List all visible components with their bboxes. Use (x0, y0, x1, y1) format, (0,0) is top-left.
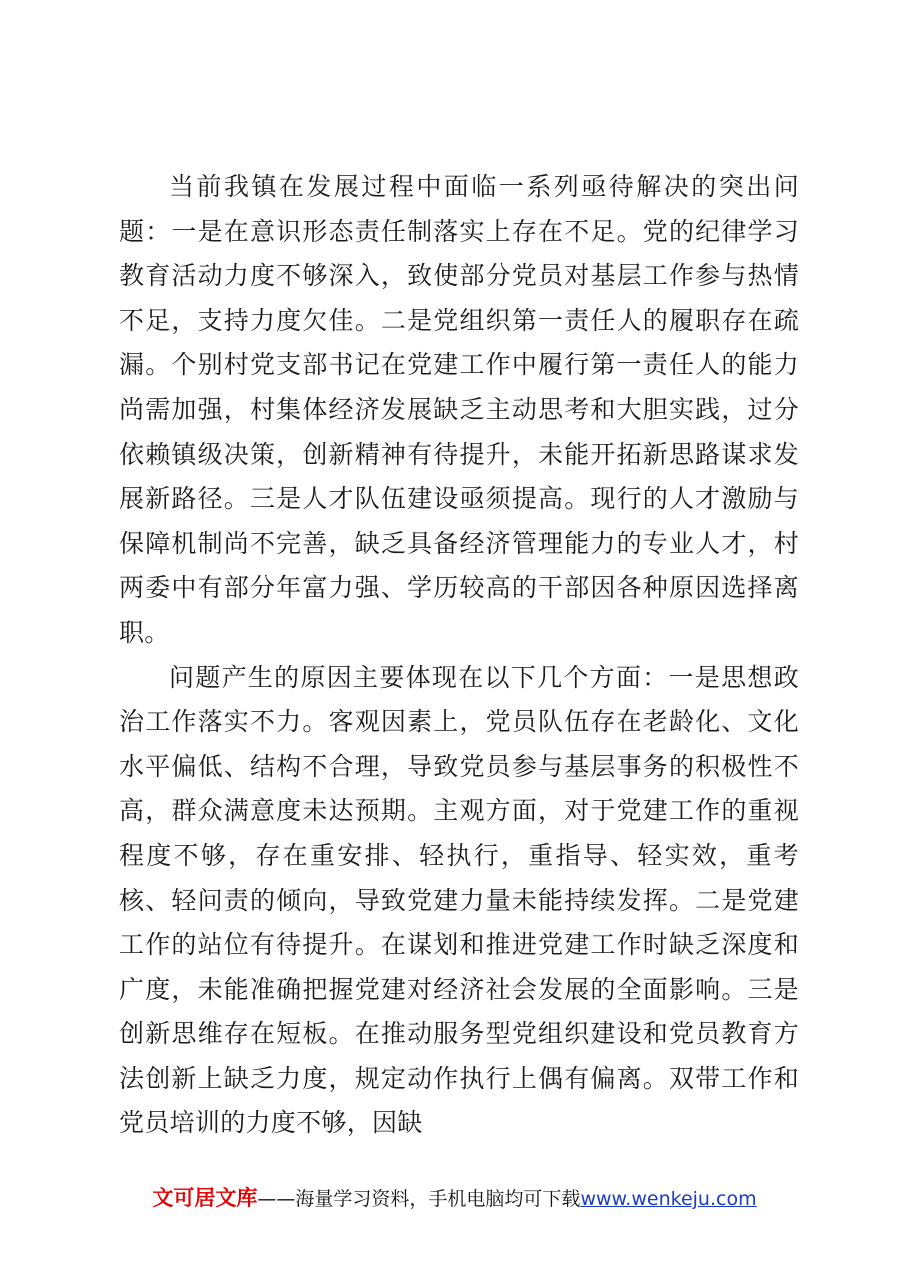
paragraph-problems: 当前我镇在发展过程中面临一系列亟待解决的突出问题：一是在意识形态责任制落实上存在不足。党的纪律学习教育活动力度不够深入，致使部分党员对基层工作参与热情不足，支持力度欠佳。二是党组织第一责任人的履职存在疏漏。个别村党支部书记在党建工作中履行第一责任人的能力尚需加强，村集体经济发展缺乏主动思考和大胆实践，过分依赖镇级决策，创新精神有待提升，未能开拓新思路谋求发展新路径。三是人才队伍建设亟须提高。现行的人才激励与保障机制尚不完善，缺乏具备经济管理能力的专业人才，村两委中有部分年富力强、学历较高的干部因各种原因选择离职。 (119, 172, 799, 647)
footer-tagline: ——海量学习资料，手机电脑均可下载 (257, 1188, 581, 1210)
footer-site-link[interactable]: www.wenkeju.com (580, 1188, 757, 1210)
paragraph-causes: 问题产生的原因主要体现在以下几个方面：一是思想政治工作落实不力。客观因素上，党员队伍存在老龄化、文化水平偏低、结构不合理，导致党员参与基层事务的积极性不高，群众满意度未达预期。主观方面，对于党建工作的重视程度不够，存在重安排、轻执行，重指导、轻实效，重考核、轻问责的倾向，导致党建力量未能持续发挥。二是党建工作的站位有待提升。在谋划和推进党建工作时缺乏深度和广度，未能准确把握党建对经济社会发展的全面影响。三是创新思维存在短板。在推动服务型党组织建设和党员教育方法创新上缺乏力度，规定动作执行上偶有偏离。双带工作和党员培训的力度不够，因缺 (119, 662, 799, 1138)
document-body (119, 165, 799, 1146)
footer-brand: 文可居文库 (152, 1186, 258, 1210)
page-footer (0, 1182, 909, 1212)
